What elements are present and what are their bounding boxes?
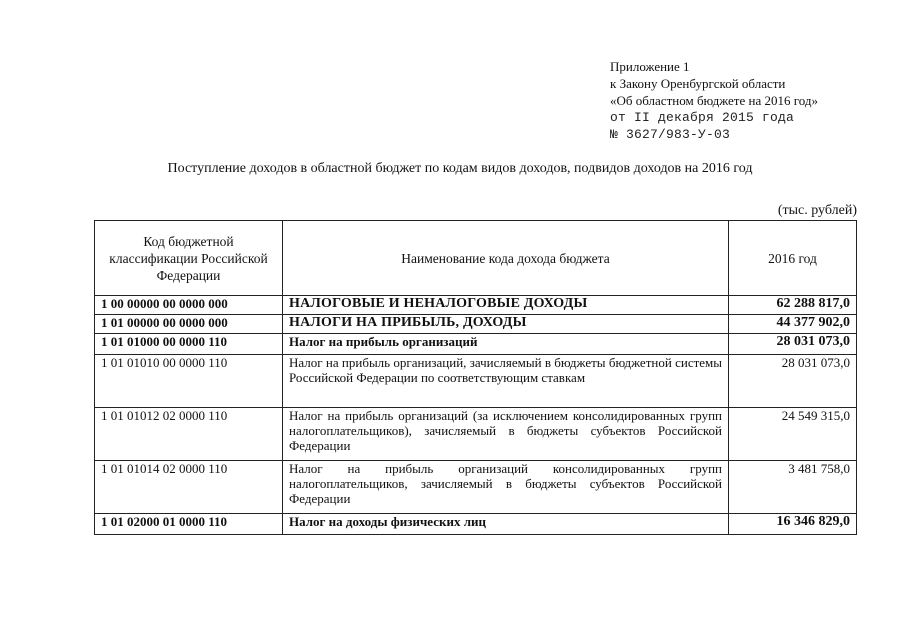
row-name: Налог на прибыль организаций (за исключением консолидированных групп налогоплательщиков), зачисляемый в бюджеты субъектов Российской Федерации [283, 408, 729, 461]
appendix-line-2: к Закону Оренбургской области [610, 76, 786, 91]
row-amount: 62 288 817,0 [729, 296, 857, 315]
row-code: 1 01 02000 01 0000 110 [95, 514, 283, 535]
row-amount: 28 031 073,0 [729, 355, 857, 408]
table-row [95, 315, 857, 334]
row-code: 1 01 00000 00 0000 000 [95, 315, 283, 334]
header-code: Код бюджетной классификации Российской Федерации [95, 221, 283, 296]
row-code: 1 01 01000 00 0000 110 [95, 334, 283, 355]
row-amount: 16 346 829,0 [729, 514, 857, 535]
row-name: Налог на прибыль организаций [283, 334, 729, 355]
header-name: Наименование кода дохода бюджета [283, 221, 729, 296]
table-row [95, 514, 857, 535]
header-year: 2016 год [729, 221, 857, 296]
table-row [95, 408, 857, 461]
row-code: 1 01 01012 02 0000 110 [95, 408, 283, 461]
appendix-line-1: Приложение 1 [610, 59, 690, 74]
row-code: 1 00 00000 00 0000 000 [95, 296, 283, 315]
row-amount: 3 481 758,0 [729, 461, 857, 514]
table-row [95, 334, 857, 355]
row-name: НАЛОГОВЫЕ И НЕНАЛОГОВЫЕ ДОХОДЫ [283, 296, 729, 315]
row-amount: 28 031 073,0 [729, 334, 857, 355]
table-row [95, 355, 857, 408]
appendix-line-3: «Об областном бюджете на 2016 год» [610, 93, 818, 108]
row-name: Налог на прибыль организаций консолидированных групп налогоплательщиков, зачисляемый в бюджеты субъектов Российской Федерации [283, 461, 729, 514]
appendix-number: № 3627/983-У-03 [610, 127, 731, 142]
document-title: Поступление доходов в областной бюджет по кодам видов доходов, подвидов доходов на 2016 год [167, 161, 753, 176]
income-table [94, 220, 857, 535]
table-row [95, 296, 857, 315]
row-name: Налог на прибыль организаций, зачисляемый в бюджеты бюджетной системы Российской Федерации по соответствующим ставкам [283, 355, 729, 408]
row-code: 1 01 01010 00 0000 110 [95, 355, 283, 408]
row-amount: 24 549 315,0 [729, 408, 857, 461]
row-name: Налог на доходы физических лиц [283, 514, 729, 535]
units-label: (тыс. рублей) [777, 203, 857, 218]
row-name: НАЛОГИ НА ПРИБЫЛЬ, ДОХОДЫ [283, 315, 729, 334]
appendix-block [610, 58, 818, 143]
table-row [95, 461, 857, 514]
table-header-row [95, 221, 857, 296]
appendix-date: от II декабря 2015 года [610, 110, 795, 125]
row-amount: 44 377 902,0 [729, 315, 857, 334]
row-code: 1 01 01014 02 0000 110 [95, 461, 283, 514]
